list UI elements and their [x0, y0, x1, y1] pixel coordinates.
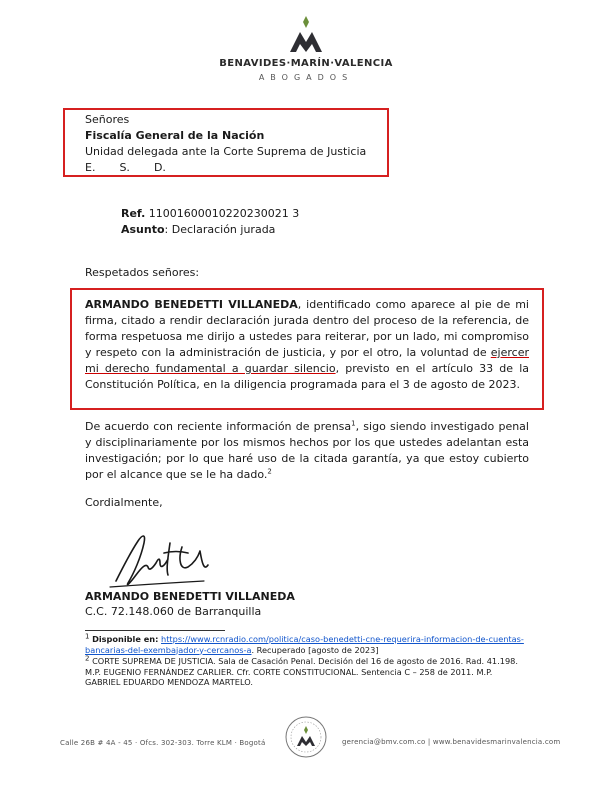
ref-label: Ref.: [121, 207, 146, 220]
firm-subtitle: ABOGADOS: [258, 73, 354, 82]
subject-value: : Declaración jurada: [164, 223, 276, 236]
footnote-ref-2: 2: [267, 467, 272, 476]
ref-value: 11001600010220230021 3: [148, 207, 300, 220]
closing: Cordialmente,: [85, 496, 163, 509]
addressee-unit: Unidad delegada ante la Corte Suprema de Justicia: [85, 145, 367, 158]
footnote-1-label: Disponible en:: [92, 634, 159, 644]
footnote-ref-1: 1: [351, 419, 356, 428]
footnote-2: [85, 656, 525, 688]
paragraph2-text-a: De acuerdo con reciente información de prensa: [85, 420, 352, 433]
signatory-name: ARMANDO BENEDETTI VILLANEDA: [85, 590, 295, 603]
footnote-1-link[interactable]: https://www.rcnradio.com/politica/caso-benedetti-cne-requerira-informacion-de-cuentas-bancarias-del-exembajador-y-cercanos-a: [85, 634, 524, 655]
paragraph1-text-b: , previsto en el artículo 33 de la Constitución Política, en la diligencia programada para el 3 de agosto de 2023.: [85, 362, 529, 391]
footnote-1-tail: . Recuperado [agosto de 2023]: [251, 644, 379, 655]
footnote-2-number: 2: [85, 654, 90, 663]
addressee-entity: Fiscalía General de la Nación: [85, 129, 265, 142]
declarant-name: ARMANDO BENEDETTI VILLANEDA: [85, 298, 298, 311]
footnote-2-text: CORTE SUPREMA DE JUSTICIA. Sala de Casación Penal. Decisión del 16 de agosto de 2016. Rad. 41.198. M.P. EUGENIO FERNÁNDEZ CARLIER. Cfr. CORTE CONSTITUCIONAL. Sentencia C – 258 de 2011. M.P. GABRIEL EDUARDO MENDOZA MARTELO.: [85, 656, 518, 687]
signatory-id: C.C. 72.148.060 de Barranquilla: [85, 605, 262, 618]
footnote-1-number: 1: [85, 632, 90, 641]
footnote-divider: [85, 630, 225, 631]
paragraph-press: [85, 419, 529, 483]
footer-seal-icon: [284, 715, 328, 759]
esd-e: E.: [85, 161, 96, 174]
paragraph2-text-b: , sigo siendo investigado penal y disciplinariamente por los mismos hechos por los que ustedes adelantan esta investigación; por lo que haré uso de la citada garantía, ya que estoy cubierto por el alcance que se le ha dado.: [85, 420, 529, 481]
firm-name: BENAVIDES·MARÍN·VALENCIA: [219, 58, 393, 69]
footnote-1: [85, 634, 525, 655]
greeting: Respetados señores:: [85, 266, 200, 279]
footer-address: Calle 26B # 4A - 45 · Ofcs. 302-303. Torre KLM · Bogotá: [60, 739, 266, 747]
firm-logo: [0, 14, 612, 82]
esd-s: S.: [119, 161, 130, 174]
handwritten-signature: [108, 523, 218, 593]
addressee-salutation: Señores: [85, 113, 130, 126]
page-footer: [0, 712, 612, 772]
esd-d: D.: [153, 161, 166, 174]
highlight-box-declaration: [70, 288, 544, 410]
reference-block: [121, 206, 299, 238]
footer-contact: gerencia@bmv.com.co | www.benavidesmarinvalencia.com: [342, 738, 561, 746]
paragraph1-underlined: ejercer mi derecho fundamental a guardar silencio: [85, 346, 529, 375]
subject-label: Asunto: [121, 223, 165, 236]
highlight-box-addressee: [63, 108, 389, 177]
paragraph1-text-a: , identificado como aparece al pie de mi firma, citado a rendir declaración jurada dentro del proceso de la referencia, de forma respetuosa me dirijo a ustedes para reiterar, por un lado, mi compromiso y respeto con la administración de justicia, y por el otro, la voluntad de: [85, 298, 529, 359]
firm-mark-icon: [286, 14, 326, 56]
